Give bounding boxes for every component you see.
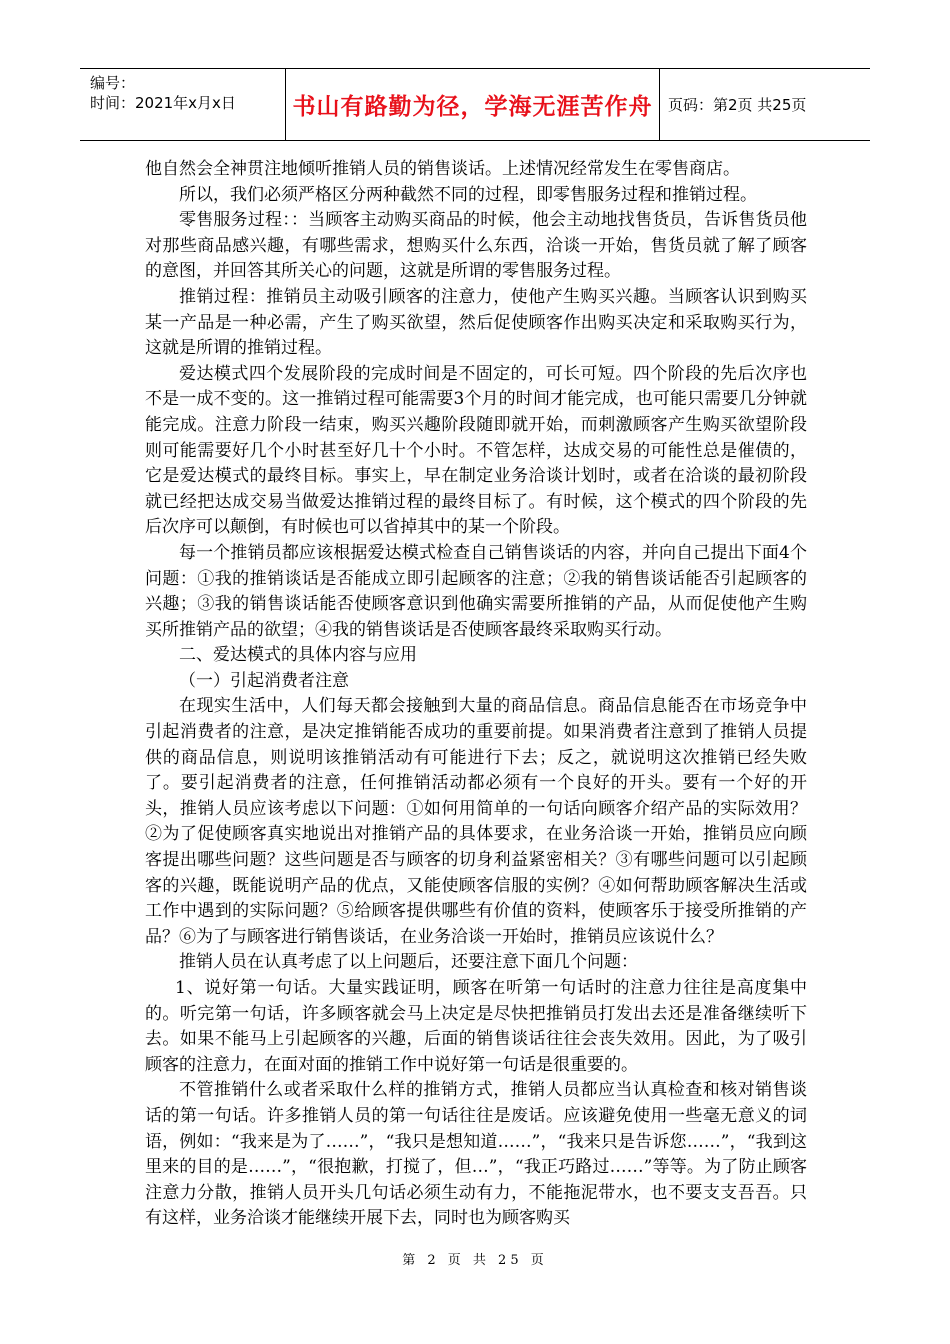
paragraph: 推销人员在认真考虑了以上问题后，还要注意下面几个问题： (179, 952, 638, 973)
paragraph: 不管推销什么或者采取什么样的推销方式，推销人员都应当认真检查和核对销售谈话的第一句话。许多推销人员的第一句话往往是废话。应该避免使用一些毫无意义的词语，例如：“我来是为了……”，“我只是想知道……”，“我来只是告诉您……”，“我到这里来的目的是……”，“很抱歉，打搅了，但…”，“我正巧路过……”等等。为了防止顾客注意力分散，推销人员开头几句话必须生动有力，不能拖泥带水，也不要支支吾吾。只有这样，业务洽谈才能继续开展下去，同时也为顾客购买 (145, 1080, 807, 1229)
document-date-label: 时间：2021年x月x日 (90, 94, 236, 112)
header-motto: 书山有路勤为径，学海无涯苦作舟 (286, 69, 660, 140)
page-header (80, 68, 870, 141)
paragraph: 零售服务过程：：当顾客主动购买商品的时候，他会主动地找售货员，告诉售货员他对那些商品感兴趣，有哪些需求，想购买什么东西，洽谈一开始，售货员就了解了顾客的意图，并回答其所关心的问题，这就是所谓的零售服务过程。 (145, 210, 807, 282)
subsection-heading: （一）引起消费者注意 (179, 670, 349, 691)
paragraph: 爱达模式四个发展阶段的完成时间是不固定的，可长可短。四个阶段的先后次序也不是一成不变的。这一推销过程可能需要3个月的时间才能完成，也可能只需要几分钟就能完成。注意力阶段一结束，购买兴趣阶段随即就开始，而刺激顾客产生购买欲望阶段则可能需要好几个小时甚至好几十个小时。不管怎样，达成交易的可能性总是催债的，它是爱达模式的最终目标。事实上，早在制定业务洽谈计划时，或者在洽谈的最初阶段就已经把达成交易当做爱达推销过程的最终目标了。有时候，这个模式的四个阶段的先后次序可以颠倒，有时候也可以省掉其中的某一个阶段。 (145, 363, 807, 538)
document-number-label: 编号： (90, 74, 136, 92)
paragraph-continuation: 他自然会全神贯注地倾听推销人员的销售谈话。上述情况经常发生在零售商店。 (145, 159, 740, 179)
paragraph: 在现实生活中，人们每天都会接触到大量的商品信息。商品信息能否在市场竞争中引起消费者的注意，是决定推销能否成功的重要前提。如果消费者注意到了推销人员提供的商品信息，则说明该推销活动有可能进行下去；反之，就说明这次推销已经失败了。要引起消费者的注意，任何推销活动都必须有一个良好的开头。要有一个好的开头，推销人员应该考虑以下问题：①如何用简单的一句话向顾客介绍产品的实际效用？②为了促使顾客真实地说出对推销产品的具体要求，在业务洽谈一开始，推销员应向顾客提出哪些问题？这些问题是否与顾客的切身利益紧密相关？③有哪些问题可以引起顾客的兴趣，既能说明产品的优点，又能使顾客信服的实例？④如何帮助顾客解决生活或工作中遇到的实际问题？⑤给顾客提供哪些有价值的资料，使顾客乐于接受所推销的产品？⑥为了与顾客进行销售谈话，在业务洽谈一开始时，推销员应该说什么？ (145, 696, 807, 947)
section-heading: 二、爱达模式的具体内容与应用 (179, 645, 417, 666)
paragraph: 推销过程：推销员主动吸引顾客的注意力，使他产生购买兴趣。当顾客认识到购买某一产品是一种必需，产生了购买欲望，然后促使顾客作出购买决定和采取购买行为，这就是所谓的推销过程。 (145, 286, 807, 359)
header-meta (80, 69, 286, 140)
paragraph: 所以，我们必须严格区分两种截然不同的过程，即零售服务过程和推销过程。 (179, 184, 757, 205)
document-body (145, 157, 807, 1232)
page-footer: 第 2 页 共 25 页 (402, 1253, 548, 1268)
paragraph: 每一个推销员都应该根据爱达模式检查自己销售谈话的内容，并向自己提出下面4个问题：①我的推销谈话是否能成立即引起顾客的注意；②我的销售谈话能否引起顾客的兴趣；③我的销售谈话能否使顾客意识到他确实需要所推销的产品，从而促使他产生购买所推销产品的欲望；④我的销售谈话是否使顾客最终采取购买行动。 (145, 542, 807, 640)
header-page-info: 页码：第2页 共25页 (668, 96, 807, 114)
paragraph: 1、说好第一句话。大量实践证明，顾客在听第一句话时的注意力往往是高度集中的。听完第一句话，许多顾客就会马上决定是尽快把推销员打发出去还是准备继续听下去。如果不能马上引起顾客的兴趣，后面的销售谈话往往会丧失效用。因此，为了吸引顾客的注意力，在面对面的推销工作中说好第一句话是很重要的。 (145, 978, 807, 1075)
